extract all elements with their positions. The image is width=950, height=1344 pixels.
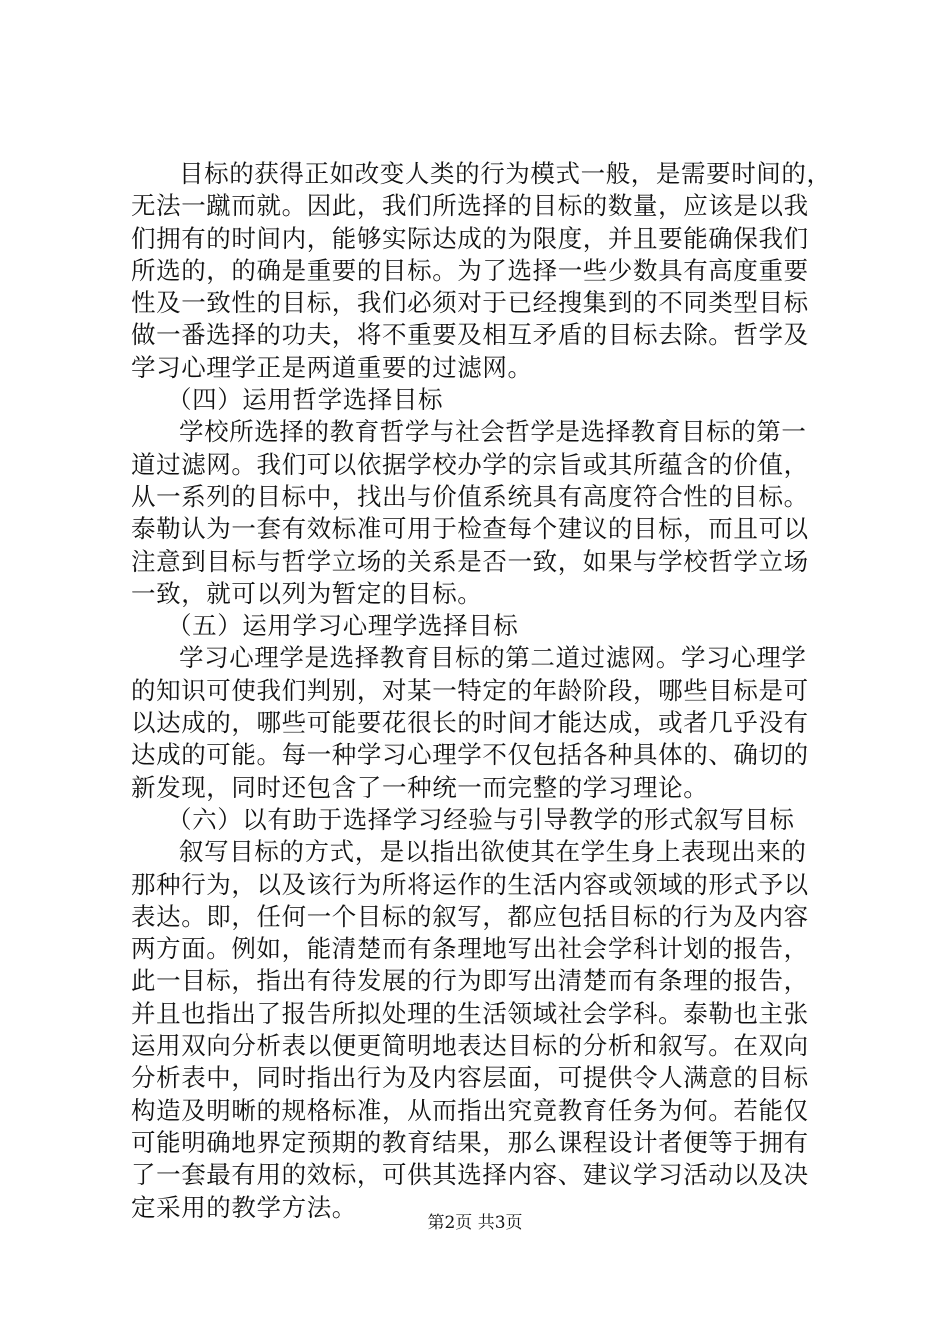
paragraph-line: 达成的可能。每一种学习心理学不仅包括各种具体的、确切的	[131, 740, 809, 770]
paragraph-line: 从一系列的目标中，找出与价值系统具有高度符合性的目标。	[131, 481, 809, 511]
paragraph-line: 注意到目标与哲学立场的关系是否一致，如果与学校哲学立场	[131, 546, 809, 576]
section-heading: （五）运用学习心理学选择目标	[167, 611, 519, 641]
paragraph-line: 目标的获得正如改变人类的行为模式一般，是需要时间的，	[179, 159, 832, 188]
section-heading: （六）以有助于选择学习经验与引导教学的形式叙写目标	[167, 804, 795, 834]
paragraph-line: 并且也指出了报告所拟处理的生活领域社会学科。泰勒也主张	[131, 998, 809, 1028]
paragraph-line: 运用双向分析表以便更简明地表达目标的分析和叙写。在双向	[131, 1031, 809, 1061]
paragraph-line: 了一套最有用的效标，可供其选择内容、建议学习活动以及决	[131, 1160, 809, 1190]
paragraph-line: 们拥有的时间内，能够实际达成的为限度，并且要能确保我们	[131, 223, 809, 253]
paragraph-line: 定采用的教学方法。	[131, 1192, 357, 1222]
paragraph-line: 道过滤网。我们可以依据学校办学的宗旨或其所蕴含的价值，	[131, 449, 809, 479]
paragraph-line: 做一番选择的功夫，将不重要及相互矛盾的目标去除。哲学及	[131, 320, 809, 350]
paragraph-line: 构造及明晰的规格标准，从而指出究竟教育任务为何。若能仅	[131, 1095, 809, 1125]
paragraph-line: 叙写目标的方式，是以指出欲使其在学生身上表现出来的	[179, 837, 807, 867]
document-body	[131, 158, 831, 1224]
paragraph-line: 可能明确地界定预期的教育结果，那么课程设计者便等于拥有	[131, 1127, 809, 1157]
paragraph-line: 此一目标，指出有待发展的行为即写出清楚而有条理的报告，	[131, 966, 809, 996]
paragraph-line: 所选的，的确是重要的目标。为了选择一些少数具有高度重要	[131, 255, 809, 285]
paragraph-line: 的知识可使我们判别，对某一特定的年龄阶段，哪些目标是可	[131, 675, 809, 705]
paragraph-line: 新发现，同时还包含了一种统一而完整的学习理论。	[131, 772, 709, 802]
paragraph-line: 学校所选择的教育哲学与社会哲学是选择教育目标的第一	[179, 417, 807, 447]
paragraph-line: 性及一致性的目标，我们必须对于已经搜集到的不同类型目标	[131, 288, 809, 318]
paragraph-line: 两方面。例如，能清楚而有条理地写出社会学科计划的报告，	[131, 934, 809, 964]
paragraph-line: 一致，就可以列为暂定的目标。	[131, 578, 483, 608]
paragraph-line: 以达成的，哪些可能要花很长的时间才能达成，或者几乎没有	[131, 708, 809, 738]
section-heading: （四）运用哲学选择目标	[167, 385, 444, 415]
paragraph-line: 分析表中，同时指出行为及内容层面，可提供令人满意的目标	[131, 1063, 809, 1093]
paragraph-line: 无法一蹴而就。因此，我们所选择的目标的数量，应该是以我	[131, 191, 809, 221]
paragraph-line: 表达。即，任何一个目标的叙写，都应包括目标的行为及内容	[131, 901, 809, 931]
paragraph-line: 学习心理学是选择教育目标的第二道过滤网。学习心理学	[179, 643, 807, 673]
page-footer: 第2页 共3页	[427, 1213, 523, 1233]
paragraph-line: 那种行为，以及该行为所将运作的生活内容或领域的形式予以	[131, 869, 809, 899]
paragraph-line: 泰勒认为一套有效标准可用于检查每个建议的目标，而且可以	[131, 514, 809, 544]
paragraph-line: 学习心理学正是两道重要的过滤网。	[131, 352, 533, 382]
